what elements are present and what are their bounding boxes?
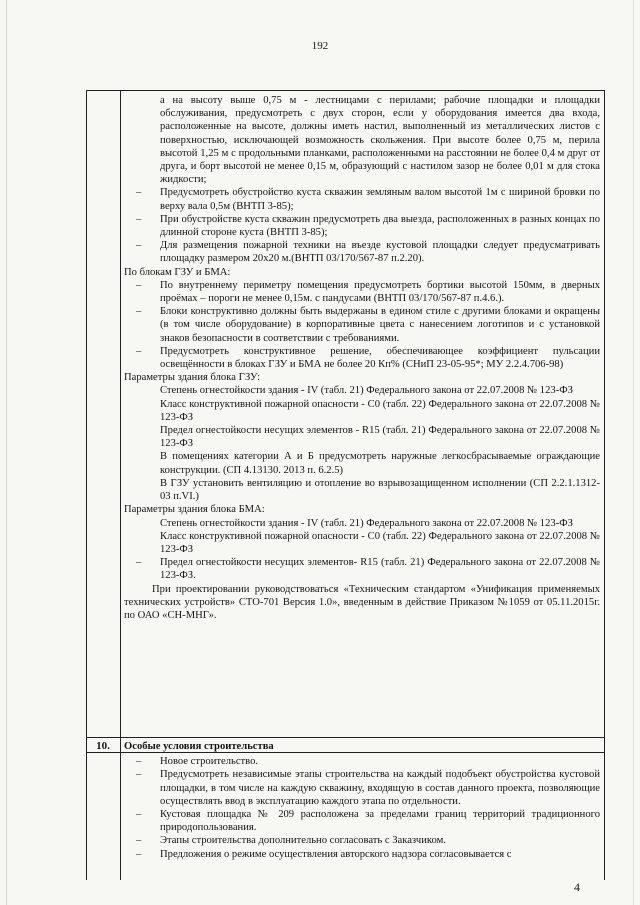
param-gzu: В ГЗУ установить вентиляцию и отопление во взрывозащищенном исполнении (СП 2.2.1.1312-03 п.VI.) [160,477,600,503]
heading-bma-params: Параметры здания блока БМА: [124,504,265,516]
heading-blocks: По блокам ГЗУ и БМА: [124,266,231,278]
section-10-number: 10. [96,740,110,752]
page-number-top: 192 [311,40,329,52]
list-item: – Кустовая площадка № 209 расположена за пределами границ территорий традиционного природопользования. [124,808,600,834]
scan-edge-left [6,0,7,905]
paragraph-platforms: а на высоту выше 0,75 м - лестницами с перилами; рабочие площадки и площадки обслуживания, предусмотреть с двух сторон, если у оборудования имеется два входа, расположенные на высоте, должны иметь настил, выполненный из металлических листов с поверхностью, исключающей возможность скольжения. При высоте более 0,75 м, перила высотой 1,25 м с продольными планками, расположенными на расстоянии не более 0,4 м друг от друга, и борт высотой не менее 0,15 м, образующий с настилом зазор не более 0,01 м для стока жидкости; [160,95,600,186]
param-gzu: Класс конструктивной пожарной опасности - С0 (табл. 22) Федерального закона от 22.07.2008 № 123-ФЗ [160,398,600,423]
table-border-top [86,90,605,91]
list-item: – Блоки конструктивно должны быть выдержаны в едином стиле с другими блоками и окращены (в том числе оборудование) в корпоративные цвета с нанесением логотипов и с установкой знаков безопасности в соответствии с требованиями. [124,305,600,345]
param-bma: Класс конструктивной пожарной опасности - С0 (табл. 22) Федерального закона от 22.07.2008 № 123-ФЗ [160,530,600,555]
list-item: – Этапы строительства дополнительно согласовать с Заказчиком. [124,834,600,847]
section-10-title: Особые условия строительства [124,741,274,752]
section-9-content [124,94,600,622]
design-standard-note: При проектировании руководствоваться «Техническим стандартом «Унификация применяемых технических устройств» СТО-701 Версия 1.0», введенным в действие Приказом №1059 от 05.11.2015г. по ОАО «СН-МНГ». [124,583,600,621]
param-gzu: Предел огнестойкости несущих элементов - R15 (табл. 21) Федерального закона от 22.07.2008 № 123-ФЗ [160,425,600,450]
table-border-left [86,90,87,880]
param-gzu: В помещениях категории А и Б предусмотреть наружные легкосбрасываемые ограждающие конструкции. (СП 4.13130. 2013 п. 6.2.5) [160,451,600,476]
list-item: – Предложения о режиме осуществления авторского надзора согласовывается с [124,848,600,861]
page-number-bottom: 4 [574,880,580,894]
section-10-content [124,740,600,861]
list-item: – Предусмотреть обустройство куста скважин земляным валом высотой 1м с шириной бровки по верху вала 0,5м (ВНТП 3-85); [124,186,600,212]
heading-gzu-params: Параметры здания блока ГЗУ: [124,372,261,384]
table-border-right [604,90,605,880]
param-bma: Степень огнестойкости здания - IV (табл. 21) Федерального закона от 22.07.2008 № 123-ФЗ [160,517,573,529]
list-item: – Предусмотреть независимые этапы строительства на каждый подобъект обустройства кустовой площадки, в том числе на каждую скважину, входящую в состав данного проекта, позволяющие осуществлять ввод в эксплуатацию каждого этапа по отдельности. [124,768,600,808]
list-item: – Предел огнестойкости несущих элементов- R15 (табл. 21) Федерального закона от 22.07.2008 № 123-ФЗ. [124,556,600,582]
list-item: – По внутреннему периметру помещения предусмотреть бортики высотой 150мм, в дверных проёмах – пороги не менее 0,15м. с пандусами (ВНТП 03/170/567-87 п.4.6.). [124,279,600,305]
table-column-divider [120,90,121,880]
table-row-divider [86,737,605,738]
list-item: – Предусмотреть конструктивное решение, обеспечивающее коэффициент пульсации освещённости в блоках ГЗУ и БМА не более 20 Кп% (СНиП 23-05-95*; МУ 2.2.4.706-98) [124,345,600,371]
list-item: – Новое строительство. [124,755,600,768]
list-item: – Для размещения пожарной техники на въезде кустовой площадки следует предусматривать площадку размером 20х20 м.(ВНТП 03/170/567-87 п.2.20). [124,239,600,265]
list-item: – При обустройстве куста скважин предусмотреть два выезда, расположенных в разных концах по длинной стороне куста (ВНТП 3-85); [124,213,600,239]
param-gzu: Степень огнестойкости здания - IV (табл. 21) Федерального закона от 22.07.2008 № 123-ФЗ [160,385,573,397]
scan-edge-right [633,0,634,905]
